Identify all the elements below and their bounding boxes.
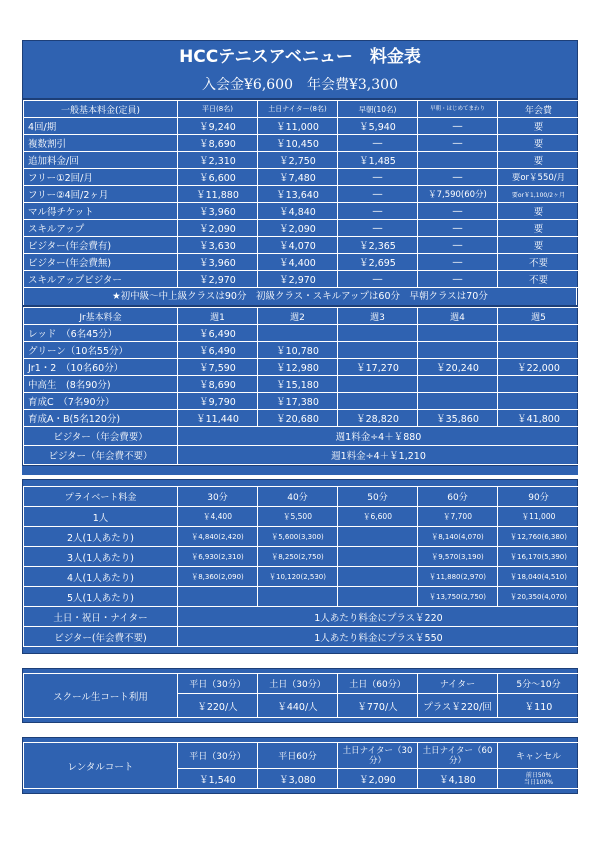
fee-cell: 要 xyxy=(498,203,580,220)
price-cell: ￥20,350(4,070) xyxy=(498,587,580,607)
price-cell: ￥12,980 xyxy=(258,359,338,376)
table-row xyxy=(24,237,580,254)
price-cell: ￥11,880 xyxy=(178,186,258,203)
row-label: 5人(1人あたり) xyxy=(24,587,178,607)
general-header-cell: 一般基本料金(定員) xyxy=(24,101,178,118)
general-table xyxy=(23,100,580,288)
price-cell xyxy=(338,393,418,410)
class-duration-note: ★初中級～中上級クラスは90分 初級クラス・スキルアップは60分 早朝クラスは70分 xyxy=(23,288,577,305)
spacer-strip xyxy=(22,466,578,475)
price-cell: ￥22,000 xyxy=(498,359,580,376)
fee-cell: 不要 xyxy=(498,254,580,271)
row-label: フリー②4回/2ヶ月 xyxy=(24,186,178,203)
row-label: ビジター(年会費不要) xyxy=(24,627,178,647)
row-label: Jr1・2 （10名60分） xyxy=(24,359,178,376)
row-label: スキルアップビジター xyxy=(24,271,178,288)
price-cell xyxy=(338,547,418,567)
price-cell xyxy=(498,393,580,410)
surcharge-cell: 1人あたり料金にプラス￥550 xyxy=(178,627,580,647)
price-cell: ￥10,450 xyxy=(258,135,338,152)
price-cell: ￥5,500 xyxy=(258,507,338,527)
table-row xyxy=(24,186,580,203)
price-cell: ― xyxy=(418,220,498,237)
row-label: 土日・祝日・ナイター xyxy=(24,607,178,627)
row-label: 1人 xyxy=(24,507,178,527)
rental-header-cell: 土日ナイター（60分） xyxy=(418,743,498,769)
row-label: 追加料金/回 xyxy=(24,152,178,169)
table-row xyxy=(24,376,580,393)
cancel-policy-line: 当日100% xyxy=(523,778,554,786)
price-cell: ￥3,960 xyxy=(178,254,258,271)
junior-header-cell: 週3 xyxy=(338,308,418,325)
price-cell xyxy=(338,376,418,393)
price-cell xyxy=(338,527,418,547)
spacer-strip xyxy=(23,718,577,722)
price-cell: ￥4,840 xyxy=(258,203,338,220)
formula-cell: 週1料金÷4＋￥1,210 xyxy=(178,446,580,465)
price-cell xyxy=(498,325,580,342)
price-cell: ￥13,640 xyxy=(258,186,338,203)
rental-header-cell: 平日（30分） xyxy=(178,743,258,769)
row-label: スキルアップ xyxy=(24,220,178,237)
private-surcharge-row xyxy=(24,627,580,647)
price-cell: ￥15,180 xyxy=(258,376,338,393)
price-cell: ￥4,400 xyxy=(258,254,338,271)
price-cell xyxy=(258,325,338,342)
school-court-header-cell: 平日（30分） xyxy=(178,674,258,694)
price-cell: ￥8,360(2,090) xyxy=(178,567,258,587)
row-label: レッド （6名45分） xyxy=(24,325,178,342)
price-cell: ￥2,090 xyxy=(178,220,258,237)
private-table xyxy=(23,486,580,647)
general-section xyxy=(22,99,578,306)
price-cell: ￥220/人 xyxy=(178,694,258,718)
price-cell: ￥1,485 xyxy=(338,152,418,169)
price-cell: ― xyxy=(418,169,498,186)
table-row xyxy=(24,203,580,220)
row-label: 複数割引 xyxy=(24,135,178,152)
fee-cell: 要or￥550/月 xyxy=(498,169,580,186)
price-cell: ￥7,590 xyxy=(178,359,258,376)
price-cell: ￥28,820 xyxy=(338,410,418,427)
price-cell: ￥2,750 xyxy=(258,152,338,169)
price-cell: ￥6,490 xyxy=(178,342,258,359)
price-cell: ￥8,140(4,070) xyxy=(418,527,498,547)
price-cell: ￥12,760(6,380) xyxy=(498,527,580,547)
junior-header-cell: Jr基本料金 xyxy=(24,308,178,325)
price-cell: ￥4,840(2,420) xyxy=(178,527,258,547)
price-cell: ￥2,970 xyxy=(178,271,258,288)
price-cell: ￥11,880(2,970) xyxy=(418,567,498,587)
price-cell: ￥3,630 xyxy=(178,237,258,254)
row-label: マル得チケット xyxy=(24,203,178,220)
table-row xyxy=(24,410,580,427)
formula-cell: 週1料金÷4＋￥880 xyxy=(178,427,580,446)
price-cell: ￥8,690 xyxy=(178,376,258,393)
price-cell xyxy=(498,342,580,359)
fee-cell: 要or￥1,100/2ヶ月 xyxy=(498,186,580,203)
junior-header-cell: 週5 xyxy=(498,308,580,325)
price-cell xyxy=(258,587,338,607)
price-cell: ￥20,240 xyxy=(418,359,498,376)
private-header-cell: 50分 xyxy=(338,487,418,507)
school-court-header-row xyxy=(24,674,580,694)
price-cell: ― xyxy=(338,271,418,288)
fee-cell: 要 xyxy=(498,118,580,135)
rental-header-cell: 平日60分 xyxy=(258,743,338,769)
school-court-header-cell: 土日（60分） xyxy=(338,674,418,694)
price-cell: ￥6,600 xyxy=(178,169,258,186)
general-header-cell: 年会費 xyxy=(498,101,580,118)
price-cell: ￥5,600(3,300) xyxy=(258,527,338,547)
private-header-row xyxy=(24,487,580,507)
table-row xyxy=(24,254,580,271)
rental-header-cell: キャンセル xyxy=(498,743,580,769)
price-cell xyxy=(338,567,418,587)
price-cell xyxy=(418,376,498,393)
price-cell xyxy=(418,342,498,359)
price-cell: ― xyxy=(418,118,498,135)
row-label: 4回/期 xyxy=(24,118,178,135)
row-label: ビジター（年会費不要） xyxy=(24,446,178,465)
price-cell: ― xyxy=(418,254,498,271)
private-header-cell: 40分 xyxy=(258,487,338,507)
price-cell: ￥4,400 xyxy=(178,507,258,527)
row-label: ビジター(年会費有) xyxy=(24,237,178,254)
fee-cell: 要 xyxy=(498,135,580,152)
table-row xyxy=(24,393,580,410)
fee-cell: 要 xyxy=(498,152,580,169)
price-cell: ￥2,365 xyxy=(338,237,418,254)
rental-court-section xyxy=(22,737,578,794)
price-cell: ― xyxy=(418,203,498,220)
price-cell: ￥2,090 xyxy=(258,220,338,237)
price-cell: ― xyxy=(338,169,418,186)
row-label: ビジター（年会費要） xyxy=(24,427,178,446)
spacer xyxy=(22,723,578,737)
general-header-cell: 早朝・はじめてまわり xyxy=(418,101,498,118)
school-court-header-cell: ナイター xyxy=(418,674,498,694)
price-cell: ￥13,750(2,750) xyxy=(418,587,498,607)
row-label: 4人(1人あたり) xyxy=(24,567,178,587)
page-subtitle: 入会金¥6,600 年会費¥3,300 xyxy=(202,77,398,93)
price-cell: ￥16,170(5,390) xyxy=(498,547,580,567)
price-cell: ￥6,930(2,310) xyxy=(178,547,258,567)
row-label: グリーン（10名55分） xyxy=(24,342,178,359)
price-cell: ￥2,970 xyxy=(258,271,338,288)
rental-court-label: レンタルコート xyxy=(24,743,178,789)
general-header-cell: 早朝(10名) xyxy=(338,101,418,118)
row-label: 中高生 (8名90分) xyxy=(24,376,178,393)
row-label: ビジター(年会費無) xyxy=(24,254,178,271)
table-row xyxy=(24,135,580,152)
price-cell: ― xyxy=(418,135,498,152)
table-row xyxy=(24,169,580,186)
surcharge-cell: 1人あたり料金にプラス￥220 xyxy=(178,607,580,627)
price-cell: ￥17,270 xyxy=(338,359,418,376)
school-court-header-cell: 5分～10分 xyxy=(498,674,580,694)
rental-header-row xyxy=(24,743,580,769)
price-cell: ￥18,040(4,510) xyxy=(498,567,580,587)
general-header-row xyxy=(24,101,580,118)
price-cell: ￥110 xyxy=(498,694,580,718)
price-cell: ￥20,680 xyxy=(258,410,338,427)
cancel-policy-cell xyxy=(498,769,580,789)
price-cell: ￥7,590(60分) xyxy=(418,186,498,203)
cancel-policy-line: 前日50% xyxy=(525,771,552,779)
price-cell: ￥770/人 xyxy=(338,694,418,718)
price-cell: ￥9,240 xyxy=(178,118,258,135)
price-cell xyxy=(178,587,258,607)
spacer-strip xyxy=(23,647,577,653)
price-cell: ￥2,090 xyxy=(338,769,418,789)
price-cell: ― xyxy=(418,271,498,288)
price-cell xyxy=(418,325,498,342)
header-block xyxy=(22,40,578,99)
price-cell: ￥4,070 xyxy=(258,237,338,254)
row-label: 3人(1人あたり) xyxy=(24,547,178,567)
price-cell: ￥9,790 xyxy=(178,393,258,410)
price-cell: ￥11,440 xyxy=(178,410,258,427)
price-cell xyxy=(338,587,418,607)
table-row xyxy=(24,342,580,359)
price-cell: ￥11,000 xyxy=(258,118,338,135)
junior-header-cell: 週1 xyxy=(178,308,258,325)
fee-cell: 不要 xyxy=(498,271,580,288)
junior-header-row xyxy=(24,308,580,325)
rental-header-cell: 土日ナイター（30分） xyxy=(338,743,418,769)
table-row xyxy=(24,271,580,288)
private-header-cell: 60分 xyxy=(418,487,498,507)
general-header-cell: 土日ナイター(8名) xyxy=(258,101,338,118)
price-cell: ￥5,940 xyxy=(338,118,418,135)
private-header-cell: プライベート料金 xyxy=(24,487,178,507)
school-court-section xyxy=(22,668,578,723)
price-sheet xyxy=(22,40,578,794)
price-cell: ― xyxy=(338,135,418,152)
table-row xyxy=(24,587,580,607)
rental-court-table xyxy=(23,742,580,789)
price-cell: ￥6,490 xyxy=(178,325,258,342)
table-row xyxy=(24,220,580,237)
price-cell: ￥440/人 xyxy=(258,694,338,718)
private-surcharge-row xyxy=(24,607,580,627)
price-cell: ￥3,080 xyxy=(258,769,338,789)
price-cell: ￥7,700 xyxy=(418,507,498,527)
junior-table xyxy=(23,307,580,465)
private-section xyxy=(22,479,578,654)
table-row xyxy=(24,118,580,135)
price-cell: ― xyxy=(338,203,418,220)
row-label: 育成A・B(5名120分) xyxy=(24,410,178,427)
private-header-cell: 30分 xyxy=(178,487,258,507)
school-court-label: スクール生コート利用 xyxy=(24,674,178,718)
price-cell: ￥17,380 xyxy=(258,393,338,410)
price-cell xyxy=(338,342,418,359)
row-label: フリー①2回/月 xyxy=(24,169,178,186)
price-cell: ￥3,960 xyxy=(178,203,258,220)
price-cell: ￥7,480 xyxy=(258,169,338,186)
page-title: HCCテニスアベニュー 料金表 xyxy=(179,47,421,67)
junior-header-cell: 週2 xyxy=(258,308,338,325)
junior-visitor-row xyxy=(24,427,580,446)
price-cell: ― xyxy=(338,220,418,237)
table-row xyxy=(24,547,580,567)
price-cell xyxy=(418,152,498,169)
table-row xyxy=(24,359,580,376)
table-row xyxy=(24,152,580,169)
price-cell: ￥10,120(2,530) xyxy=(258,567,338,587)
price-cell: プラス￥220/回 xyxy=(418,694,498,718)
spacer-strip xyxy=(23,789,577,793)
price-cell xyxy=(338,325,418,342)
junior-section xyxy=(22,306,578,466)
price-cell: ￥11,000 xyxy=(498,507,580,527)
row-label: 2人(1人あたり) xyxy=(24,527,178,547)
fee-cell: 要 xyxy=(498,237,580,254)
private-header-cell: 90分 xyxy=(498,487,580,507)
general-header-cell: 平日(8名) xyxy=(178,101,258,118)
price-cell: ― xyxy=(338,186,418,203)
fee-cell: 要 xyxy=(498,220,580,237)
school-court-header-cell: 土日（30分） xyxy=(258,674,338,694)
price-cell xyxy=(498,376,580,393)
price-cell: ￥2,695 xyxy=(338,254,418,271)
price-cell: ￥10,780 xyxy=(258,342,338,359)
price-cell: ￥8,690 xyxy=(178,135,258,152)
table-row xyxy=(24,325,580,342)
price-cell: ￥2,310 xyxy=(178,152,258,169)
junior-visitor-row xyxy=(24,446,580,465)
table-row xyxy=(24,507,580,527)
table-row xyxy=(24,567,580,587)
price-cell: ￥6,600 xyxy=(338,507,418,527)
price-cell: ￥41,800 xyxy=(498,410,580,427)
spacer xyxy=(22,654,578,668)
price-cell: ￥4,180 xyxy=(418,769,498,789)
row-label: 育成C （7名90分） xyxy=(24,393,178,410)
price-cell: ￥35,860 xyxy=(418,410,498,427)
price-cell: ￥1,540 xyxy=(178,769,258,789)
table-row xyxy=(24,527,580,547)
junior-header-cell: 週4 xyxy=(418,308,498,325)
price-cell: ￥8,250(2,750) xyxy=(258,547,338,567)
price-cell xyxy=(418,393,498,410)
price-cell: ￥9,570(3,190) xyxy=(418,547,498,567)
school-court-table xyxy=(23,673,580,718)
price-cell: ― xyxy=(418,237,498,254)
